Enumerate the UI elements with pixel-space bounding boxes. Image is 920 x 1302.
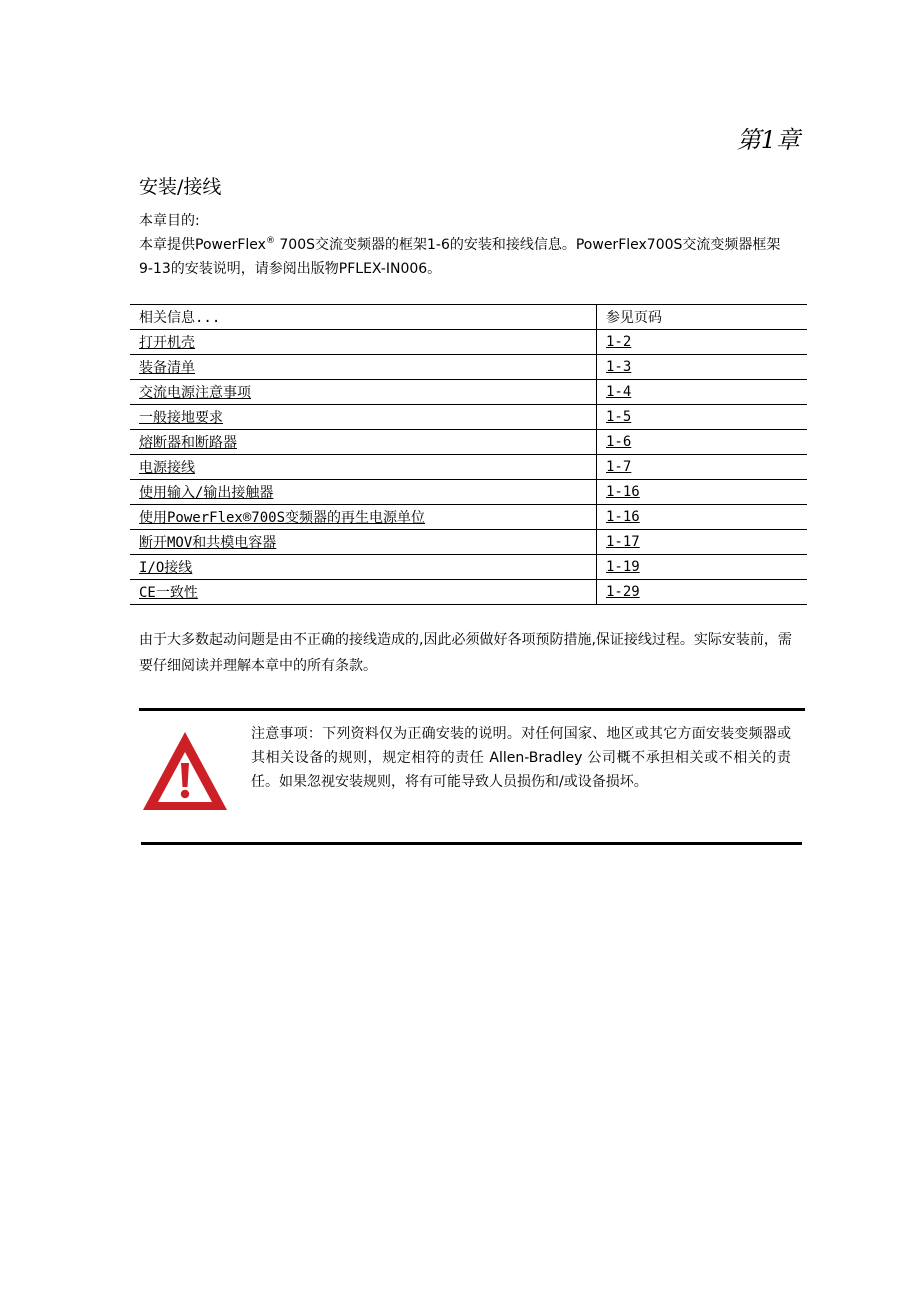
- topic-cell: [130, 530, 597, 555]
- page-link[interactable]: 1-16: [606, 484, 640, 500]
- page-cell: [597, 355, 808, 380]
- topic-link[interactable]: 交流电源注意事项: [139, 385, 251, 401]
- chapter-heading: 第1章: [736, 126, 800, 154]
- exclamation-dot: [181, 790, 189, 798]
- table-row: [130, 580, 807, 605]
- intro-paragraph: [139, 233, 789, 281]
- page-link[interactable]: 1-17: [606, 534, 640, 550]
- page-link[interactable]: 1-2: [606, 334, 632, 350]
- closing-paragraph: 由于大多数起动问题是由不正确的接线造成的,因此必须做好各项预防措施,保证接线过程。实际安装前，需要仔细阅读并理解本章中的所有条款。: [139, 632, 792, 674]
- warning-triangle-svg: [135, 722, 235, 818]
- topic-link[interactable]: 熔断器和断路器: [139, 435, 237, 451]
- warning-bottom-rule: [141, 842, 802, 845]
- table-row: [130, 555, 807, 580]
- page-cell: [597, 405, 808, 430]
- topic-link[interactable]: 断开MOV和共模电容器: [139, 535, 277, 551]
- topic-link[interactable]: 一般接地要求: [139, 410, 223, 426]
- table-row: [130, 430, 807, 455]
- topic-cell: [130, 555, 597, 580]
- page-link[interactable]: 1-5: [606, 409, 632, 425]
- topic-cell: [130, 580, 597, 605]
- table-header-row: [130, 305, 807, 330]
- topic-link[interactable]: 使用输入/输出接触器: [139, 485, 274, 501]
- page-cell: [597, 530, 808, 555]
- table-row: [130, 505, 807, 530]
- topic-cell: [130, 330, 597, 355]
- table-row: [130, 530, 807, 555]
- topic-cell: [130, 505, 597, 530]
- page-link[interactable]: 1-4: [606, 384, 632, 400]
- intro-text-end: 700S交流变频器的框架1-6的安装和接线信息。PowerFlex700S交流变频器框架9-13的安装说明，请参阅出版物PFLEX-IN006。: [139, 237, 781, 277]
- page-cell: [597, 380, 808, 405]
- header-topic: 相关信息...: [130, 305, 597, 330]
- table-row: [130, 355, 807, 380]
- page-cell: [597, 480, 808, 505]
- table-row: [130, 330, 807, 355]
- topic-cell: [130, 430, 597, 455]
- warning-label: 注意事项: [251, 726, 308, 742]
- topic-cell: [130, 480, 597, 505]
- page-cell: [597, 580, 808, 605]
- topic-cell: [130, 405, 597, 430]
- related-info-table: [130, 304, 807, 605]
- page-link[interactable]: 1-19: [606, 559, 640, 575]
- purpose-label: 本章目的:: [139, 213, 200, 229]
- topic-link[interactable]: 电源接线: [139, 460, 195, 476]
- warning-body: ：下列资料仅为正确安装的说明。对任何国家、地区或其它方面安装变频器或其相关设备的规则，规定相符的责任 Allen-Bradley 公司概不承担相关或不相关的责任。如果忽视安装规则，将有可能导致人员损伤和/或设备损坏。: [251, 726, 792, 790]
- topic-cell: [130, 455, 597, 480]
- registered-mark: ®: [265, 236, 275, 246]
- page-cell: [597, 455, 808, 480]
- page-cell: [597, 505, 808, 530]
- page-link[interactable]: 1-7: [606, 459, 632, 475]
- table-row: [130, 380, 807, 405]
- warning-top-rule: [139, 708, 805, 711]
- table-row: [130, 480, 807, 505]
- page-link[interactable]: 1-6: [606, 434, 632, 450]
- topic-cell: [130, 380, 597, 405]
- warning-notice: [251, 722, 791, 794]
- topic-link[interactable]: CE一致性: [139, 585, 198, 601]
- table-row: [130, 455, 807, 480]
- warning-triangle-icon: [135, 722, 235, 818]
- topic-link[interactable]: 打开机壳: [139, 335, 195, 351]
- section-title: 安装/接线: [139, 176, 222, 198]
- page-cell: [597, 330, 808, 355]
- header-page: 参见页码: [597, 305, 808, 330]
- page-cell: [597, 555, 808, 580]
- topic-link[interactable]: 装备清单: [139, 360, 195, 376]
- page-link[interactable]: 1-3: [606, 359, 632, 375]
- intro-text-start: 本章提供PowerFlex: [139, 237, 266, 253]
- page-cell: [597, 430, 808, 455]
- topic-cell: [130, 355, 597, 380]
- table-row: [130, 405, 807, 430]
- topic-link[interactable]: 使用PowerFlex®700S变频器的再生电源单位: [139, 510, 426, 526]
- page-link[interactable]: 1-29: [606, 584, 640, 600]
- page-link[interactable]: 1-16: [606, 509, 640, 525]
- topic-link[interactable]: I/O接线: [139, 560, 193, 576]
